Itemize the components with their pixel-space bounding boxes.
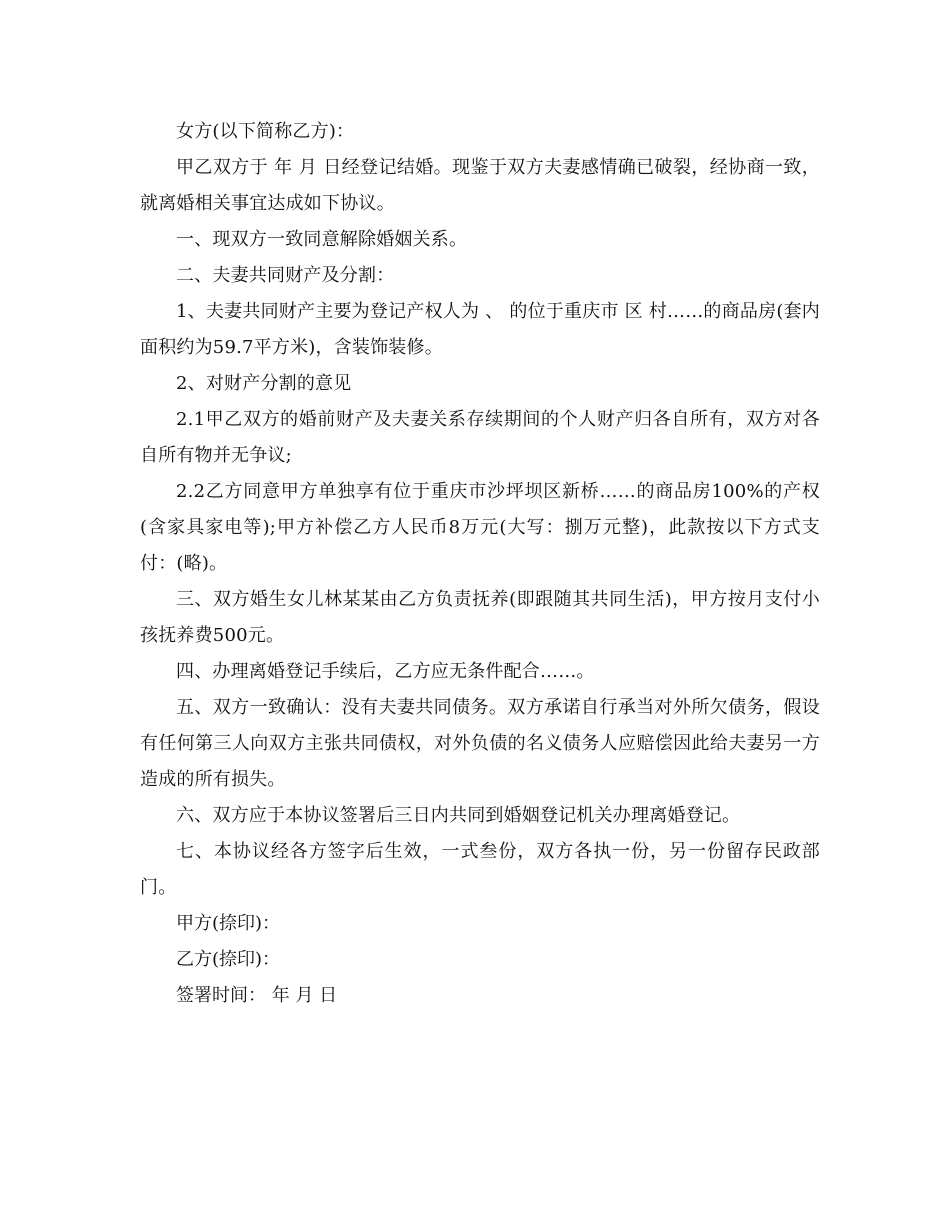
clause-2-1-joint-property: 1、夫妻共同财产主要为登记产权人为 、 的位于重庆市 区 村……的商品房(套内面积约为59.7平方米)，含装饰装修。	[140, 301, 820, 358]
clause-7-effect: 七、本协议经各方签字后生效，一式叁份，双方各执一份，另一份留存民政部门。	[140, 841, 820, 898]
signing-date-line: 签署时间： 年 月 日	[176, 985, 338, 1006]
clause-2-2-2-house-ownership: 2.2乙方同意甲方单独享有位于重庆市沙坪坝区新桥……的商品房100%的产权(含家具家电等);甲方补偿乙方人民币8万元(大写：捌万元整)，此款按以下方式支付：(略)。	[140, 481, 820, 574]
clause-6-registration-deadline: 六、双方应于本协议签署后三日内共同到婚姻登记机关办理离婚登记。	[176, 805, 741, 826]
clause-3-child-custody: 三、双方婚生女儿林某某由乙方负责抚养(即跟随其共同生活)，甲方按月支付小孩抚养费500元。	[140, 589, 820, 646]
clause-5-debts: 五、双方一致确认：没有夫妻共同债务。双方承诺自行承当对外所欠债务，假设有任何第三人向双方主张共同债权，对外负债的名义债务人应赔偿因此给夫妻另一方造成的所有损失。	[140, 697, 820, 790]
party-b-signature-line: 乙方(捺印)：	[176, 949, 281, 970]
clause-2-property-heading: 二、夫妻共同财产及分割：	[176, 265, 395, 286]
preamble-paragraph: 甲乙双方于 年 月 日经登记结婚。现鉴于双方夫妻感情确已破裂，经协商一致，就离婚相关事宜达成如下协议。	[140, 157, 820, 214]
clause-4-registration: 四、办理离婚登记手续后，乙方应无条件配合……。	[176, 661, 595, 682]
document-body	[140, 114, 820, 1014]
clause-2-2-1-premarital-property: 2.1甲乙双方的婚前财产及夫妻关系存续期间的个人财产归各自所有，双方对各自所有物并无争议;	[140, 409, 820, 466]
clause-2-2-division-opinion: 2、对财产分割的意见	[176, 373, 352, 394]
party-a-signature-line: 甲方(捺印)：	[176, 913, 281, 934]
clause-1-dissolution: 一、现双方一致同意解除婚姻关系。	[176, 229, 468, 250]
party-b-heading: 女方(以下简称乙方)：	[176, 121, 355, 142]
